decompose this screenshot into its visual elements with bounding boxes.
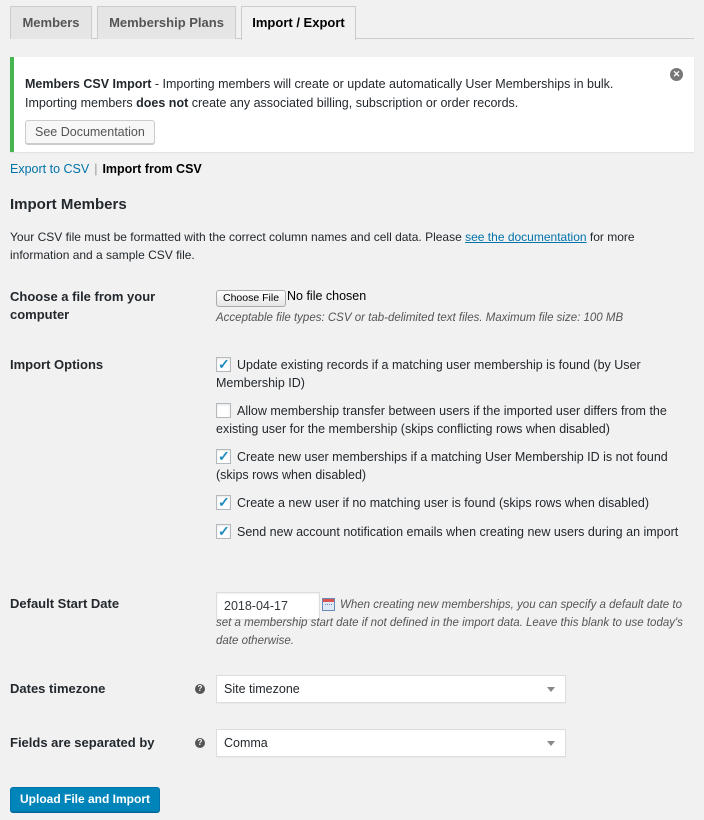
notice-text-part2: create any associated billing, subscription or order records. — [188, 96, 519, 110]
option-allow-transfer[interactable] — [216, 402, 686, 438]
option-label: Update existing records if a matching user membership is found (by User Membership ID) — [216, 358, 641, 390]
checkbox[interactable] — [216, 495, 231, 510]
tab-membership-plans[interactable]: Membership Plans — [97, 6, 236, 39]
option-create-memberships[interactable] — [216, 448, 686, 484]
timezone-label: Dates timezone — [10, 681, 106, 696]
dismiss-icon[interactable]: ✕ — [670, 68, 683, 81]
start-date-help: When creating new memberships, you can specify a default date to set a membership start date if not defined in the import data. Leave this blank to use today's date otherwise. — [216, 599, 683, 647]
help-icon[interactable]: ? — [195, 684, 205, 694]
import-from-csv-link[interactable]: Import from CSV — [102, 162, 202, 176]
tab-members[interactable]: Members — [10, 6, 92, 39]
subnav-separator: | — [94, 162, 98, 176]
help-icon[interactable]: ? — [195, 738, 205, 748]
option-send-notifications[interactable] — [216, 523, 686, 541]
see-documentation-button[interactable]: See Documentation — [25, 120, 155, 144]
documentation-link[interactable]: see the documentation — [465, 230, 587, 244]
option-label: Allow membership transfer between users if the imported user differs from the existing user for the membership (skips conflicting rows when disabled) — [216, 404, 667, 436]
separator-label: Fields are separated by — [10, 735, 155, 750]
start-date-input[interactable]: 2018-04-17 — [216, 592, 320, 620]
file-field-label: Choose a file from your computer — [10, 289, 156, 322]
tab-import-export[interactable]: Import / Export — [241, 6, 356, 40]
option-label: Create new user memberships if a matching User Membership ID is not found (skips rows when disabled) — [216, 450, 668, 482]
intro-text-part2: for more information and a sample CSV file. — [10, 230, 635, 262]
option-label: Create a new user if no matching user is found (skips rows when disabled) — [237, 496, 650, 510]
upload-and-import-button[interactable]: Upload File and Import — [10, 787, 160, 812]
start-date-label: Default Start Date — [10, 596, 120, 611]
chevron-down-icon — [547, 687, 555, 692]
notice-text — [25, 75, 655, 113]
file-help-text: Acceptable file types: CSV or tab-delimited text files. Maximum file size: 100 MB — [216, 312, 624, 324]
nav-tab-wrapper — [10, 6, 694, 39]
chevron-down-icon — [547, 741, 555, 746]
subsubsub-nav — [10, 162, 202, 176]
checkbox[interactable] — [216, 357, 231, 372]
export-to-csv-link[interactable]: Export to CSV — [10, 162, 90, 176]
file-status: No file chosen — [287, 289, 367, 303]
checkbox[interactable] — [216, 449, 231, 464]
option-update-existing[interactable] — [216, 356, 686, 392]
separator-value: Comma — [224, 736, 268, 750]
checkbox[interactable] — [216, 524, 231, 539]
section-intro — [10, 228, 680, 264]
section-title: Import Members — [10, 196, 127, 213]
option-create-user[interactable] — [216, 494, 686, 512]
choose-file-button[interactable]: Choose File — [216, 290, 286, 307]
intro-text-part1: Your CSV file must be formatted with the correct column names and cell data. Please — [10, 230, 466, 244]
checkbox[interactable] — [216, 403, 231, 418]
notice-text-part1: - Importing members will create or update automatically User Memberships in bulk. Importing members — [25, 77, 614, 110]
separator-select[interactable] — [216, 729, 566, 757]
timezone-select[interactable] — [216, 675, 566, 703]
notice-title: Members CSV Import — [25, 77, 152, 91]
import-notice — [10, 57, 694, 152]
notice-bold: does not — [136, 96, 189, 110]
timezone-value: Site timezone — [224, 682, 300, 696]
import-options-label: Import Options — [10, 357, 104, 372]
option-label: Send new account notification emails when creating new users during an import — [237, 525, 679, 539]
